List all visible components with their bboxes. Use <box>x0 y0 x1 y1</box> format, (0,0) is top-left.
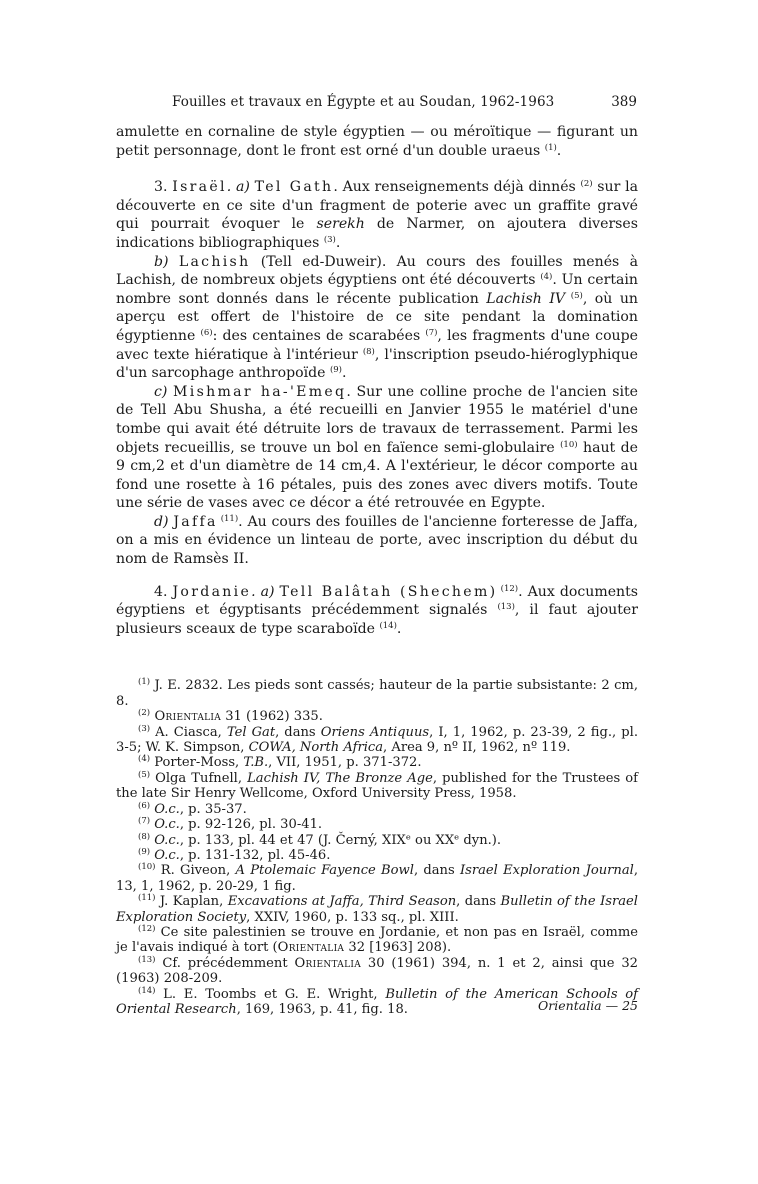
page-number: 389 <box>611 94 637 110</box>
section-israel: 3. Israël. a) Tel Gath. Aux renseignements déjà dinnés $^{(2)}$ sur la découverte en ce site d'un fragment de poterie avec un graffite gravé qui pourrait évoquer le serekh de Narmer, on ajoutera diverses indications bibliographiques $^{(3)}$. <box>116 179 639 251</box>
running-title: Fouilles et travaux en Égypte et au Soudan, 1962-1963 <box>172 94 555 110</box>
site-name: Lachish <box>178 253 251 270</box>
footnote-ref[interactable]: (7) <box>425 327 438 338</box>
paragraph-lachish: b) Lachish (Tell ed-Duweir). Au cours des fouilles menés à Lachish, de nombreux objets égyptiens ont été découverts $^{(4)}$. Un certain nombre sont donnés dans le récente publication Lachish IV $^{(5)}$, où un aperçu est offert de l'histoire de ce site pendant la domination égyptienne $^{(6)}$: des centaines de scarabées $^{(7)}$, les fragments d'une coupe avec texte hiératique à l'intérieur $^{(8)}$, l'inscription pseudo-hiéroglyphique d'un sarcophage anthropoïde $^{(9)}$. <box>116 253 638 382</box>
footnote-11: $^{(11)}$ J. Kaplan, Excavations at Jaffa, Third Season, dans Bulletin of the Israel Exploration Society, XXIV, 1960, p. 133 sq., pl. XIII. <box>116 893 638 925</box>
footnote-6: $^{(6)}$ O.c., p. 35-37. <box>138 800 247 817</box>
site-name: Jaffa <box>173 513 218 530</box>
footnote-ref[interactable]: (5) <box>565 290 583 301</box>
paragraph-mishmar: c) Mishmar ha-'Emeq. Sur une colline proche de l'ancien site de Tell Abu Shusha, a été recueilli en Janvier 1955 le matériel d'une tombe qui avait été détruite lors de travaux de terrassement. Parmi les objets recueillis, se trouve un bol en faïence semi-globulaire $^{(10)}$ haut de 9 cm,2 et d'un diamètre de 14 cm,4. A l'extérieur, le décor comporte au fond une rosette à 16 pétales, puis des zones avec divers motifs. Toute une série de vases avec ce décor a été retrouvée en Egypte. <box>116 383 638 512</box>
footnote-ref[interactable]: (10) <box>560 439 578 450</box>
paragraph-jaffa: d) Jaffa $^{(11)}$. Au cours des fouilles de l'ancienne forteresse de Jaffa, on a mis en évidence un linteau de porte, avec inscription du début du nom de Ramsès II. <box>116 513 638 568</box>
footnote-3: $^{(3)}$ A. Ciasca, Tel Gat, dans Oriens Antiquus, I, 1, 1962, p. 23-39, 2 fig., pl. 3-5; W. K. Simpson, COWA, North Africa, Area 9, nº II, 1962, nº 119. <box>116 723 638 756</box>
footnote-1: $^{(1)}$ J. E. 2832. Les pieds sont cassés; hauteur de la partie subsistante: 2 cm, 8. <box>116 677 638 709</box>
footnotes <box>116 678 638 1017</box>
main-text <box>116 123 638 638</box>
footnote-5: $^{(5)}$ Olga Tufnell, Lachish IV, The Bronze Age, published for the Trustees of the late Sir Henry Wellcome, Oxford University Press, 1958. <box>116 769 638 802</box>
footnote-14: $^{(14)}$ L. E. Toombs et G. E. Wright, Bulletin of the American Schools of Oriental Research, 169, 1963, p. 41, fig. 18. <box>116 985 638 1017</box>
footnote-ref[interactable]: (12) <box>497 583 519 594</box>
footnote-ref[interactable]: (11) <box>217 513 239 524</box>
footnote-ref[interactable]: (14) <box>379 620 397 631</box>
footnote-ref[interactable]: (4) <box>540 272 553 283</box>
site-name: Mishmar ha-'Emeq <box>173 383 347 400</box>
footnote-7: $^{(7)}$ O.c., p. 92-126, pl. 30-41. <box>138 816 323 833</box>
footnote-13: $^{(13)}$ Cf. précédemment Orientalia 30 (1961) 394, n. 1 et 2, ainsi que 32 (1963) 208-209. <box>116 954 638 987</box>
footnote-ref[interactable]: (3) <box>323 234 336 245</box>
footnote-ref[interactable]: (1) <box>544 142 557 153</box>
signature-line: Orientalia — 25 <box>538 998 638 1013</box>
footnote-10: $^{(10)}$ R. Giveon, A Ptolemaic Fayence Bowl, dans Israel Exploration Journal, 13, 1, 1962, p. 20-29, 1 fig. <box>116 862 639 894</box>
footnote-ref[interactable]: (9) <box>329 365 342 376</box>
footnote-2: $^{(2)}$ Orientalia 31 (1962) 335. <box>138 708 323 725</box>
footnote-ref[interactable]: (8) <box>362 346 375 357</box>
footnote-8: $^{(8)}$ O.c., p. 133, pl. 44 et 47 (J. Černý, XIXᵉ ou XXᵉ dyn.). <box>138 831 502 848</box>
footnote-4: $^{(4)}$ Porter-Moss, T.B., VII, 1951, p. 371-372. <box>138 754 422 771</box>
section-jordanie: 4. Jordanie. a) Tell Balâtah (Shechem) $^{(12)}$. Aux documents égyptiens et égyptisants précédemment signalés $^{(13)}$, il faut ajouter plusieurs sceaux de type scaraboïde $^{(14)}$. <box>116 583 639 637</box>
footnote-ref[interactable]: (13) <box>497 602 515 613</box>
footnote-12: $^{(12)}$ Ce site palestinien se trouve en Jordanie, et non pas en Israël, comme je l'avais indiqué à tort (Orientalia 32 [1963] 208). <box>116 923 638 956</box>
footnote-ref[interactable]: (2) <box>580 179 593 190</box>
site-name: Tel Gath <box>254 179 334 196</box>
footnote-9: $^{(9)}$ O.c., p. 131-132, pl. 45-46. <box>138 846 331 863</box>
page-content <box>116 94 638 1017</box>
site-name: Tell Balâtah (Shechem) <box>279 583 498 600</box>
section-heading: Jordanie <box>172 583 252 600</box>
section-heading: Israël <box>172 179 227 196</box>
paragraph-amulette: amulette en cornaline de style égyptien — ou méroïtique — figurant un petit personnage, dont le front est orné d'un double uraeus $^{(1)}$. <box>116 124 638 159</box>
running-header <box>172 94 638 114</box>
footnote-ref[interactable]: (6) <box>200 327 213 338</box>
